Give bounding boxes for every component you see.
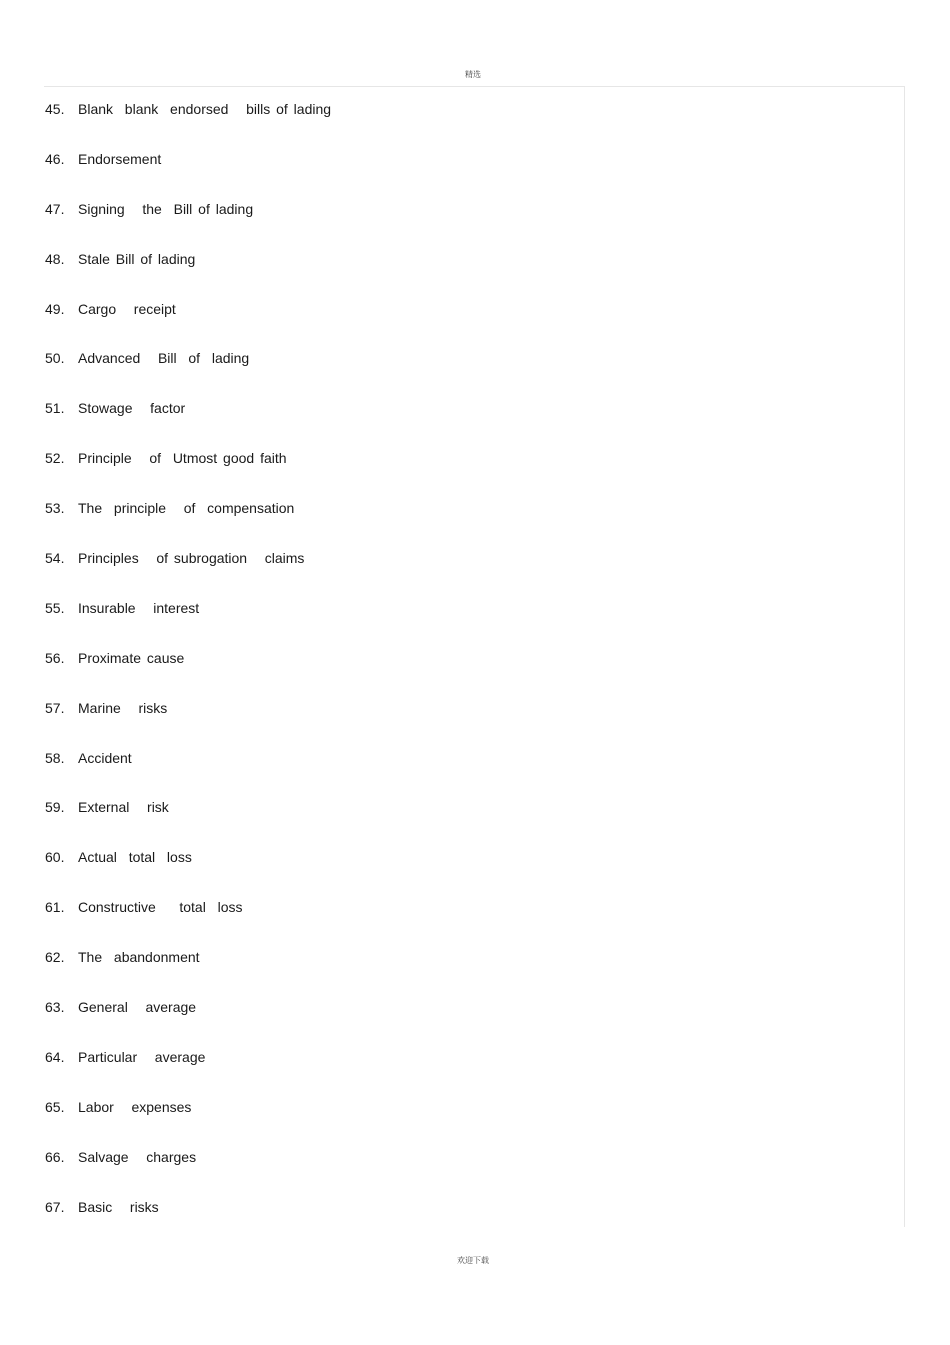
item-text: Cargo receipt xyxy=(78,300,176,317)
list-item xyxy=(45,1048,331,1098)
item-number: 48. xyxy=(45,250,65,267)
item-text: Principle of Utmost good faith xyxy=(78,450,287,467)
list-item xyxy=(45,300,331,350)
item-text: Basic risks xyxy=(78,1198,159,1215)
item-text: Endorsement xyxy=(78,150,162,167)
page-footer: 欢迎下载 xyxy=(457,1256,489,1265)
list-item xyxy=(45,1198,331,1248)
item-text: Advanced Bill of lading xyxy=(78,350,250,367)
list-item xyxy=(45,549,331,599)
item-text: Principles of subrogation claims xyxy=(78,550,305,567)
item-text: Salvage charges xyxy=(78,1148,197,1165)
list-item xyxy=(45,898,331,948)
list-item xyxy=(45,1098,331,1148)
item-number: 55. xyxy=(45,599,65,616)
list-item xyxy=(45,599,331,649)
item-number: 45. xyxy=(45,101,65,117)
item-number: 49. xyxy=(45,300,65,317)
term-list xyxy=(45,100,331,1247)
item-number: 51. xyxy=(45,400,65,417)
item-text: Marine risks xyxy=(78,699,168,716)
item-text: Stowage factor xyxy=(78,400,186,417)
item-text: Blank blank endorsed bills of lading xyxy=(78,101,332,117)
item-number: 46. xyxy=(45,150,65,167)
list-item xyxy=(45,100,331,150)
list-item xyxy=(45,399,331,449)
item-number: 50. xyxy=(45,350,65,367)
list-item xyxy=(45,998,331,1048)
item-number: 53. xyxy=(45,500,65,517)
item-number: 65. xyxy=(45,1098,65,1115)
item-number: 59. xyxy=(45,799,65,816)
item-number: 47. xyxy=(45,200,65,217)
item-number: 52. xyxy=(45,450,65,467)
item-text: The abandonment xyxy=(78,949,200,966)
list-item xyxy=(45,250,331,300)
item-number: 64. xyxy=(45,1048,65,1065)
item-text: Labor expenses xyxy=(78,1098,192,1115)
item-number: 57. xyxy=(45,699,65,716)
header-divider xyxy=(44,86,905,87)
item-text: Proximate cause xyxy=(78,649,185,666)
list-item xyxy=(45,349,331,399)
list-item xyxy=(45,798,331,848)
page-header: 精选 xyxy=(465,70,481,79)
list-item xyxy=(45,649,331,699)
item-number: 66. xyxy=(45,1148,65,1165)
item-text: Signing the Bill of lading xyxy=(78,200,254,217)
item-number: 63. xyxy=(45,999,65,1016)
item-number: 54. xyxy=(45,550,65,567)
list-item xyxy=(45,499,331,549)
list-item xyxy=(45,699,331,749)
item-text: Particular average xyxy=(78,1048,206,1065)
list-item xyxy=(45,449,331,499)
item-text: Stale Bill of lading xyxy=(78,250,196,267)
item-number: 56. xyxy=(45,649,65,666)
list-item xyxy=(45,749,331,799)
item-text: Actual total loss xyxy=(78,849,192,866)
item-number: 62. xyxy=(45,949,65,966)
item-number: 61. xyxy=(45,899,65,916)
item-number: 67. xyxy=(45,1198,65,1215)
item-text: Insurable interest xyxy=(78,599,200,616)
item-text: Accident xyxy=(78,749,132,766)
item-text: Constructive total loss xyxy=(78,899,243,916)
list-item xyxy=(45,1148,331,1198)
list-item xyxy=(45,848,331,898)
item-text: General average xyxy=(78,999,197,1016)
right-margin-rule xyxy=(904,86,905,1227)
list-item xyxy=(45,150,331,200)
item-number: 58. xyxy=(45,749,65,766)
list-item xyxy=(45,200,331,250)
item-text: The principle of compensation xyxy=(78,500,295,517)
item-text: External risk xyxy=(78,799,169,816)
item-number: 60. xyxy=(45,849,65,866)
list-item xyxy=(45,948,331,998)
